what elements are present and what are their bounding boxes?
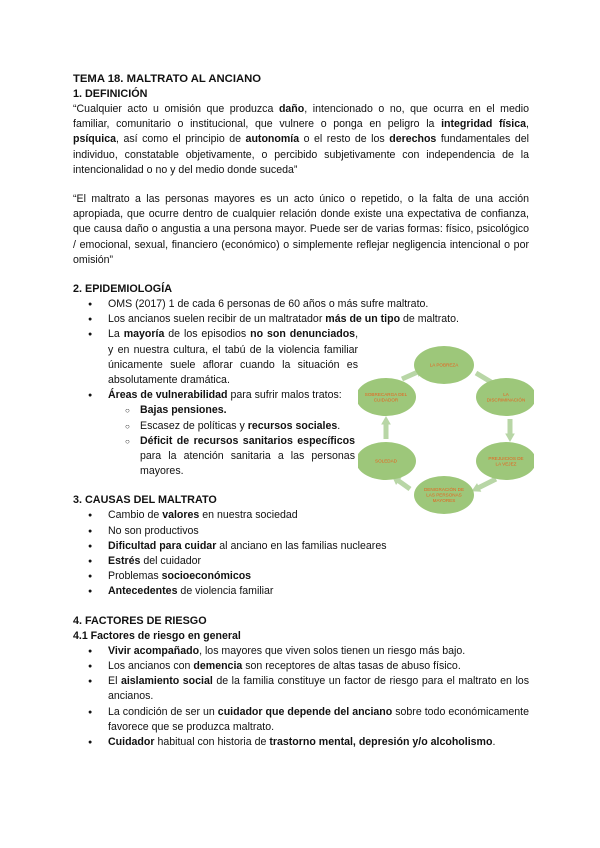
list-item: ● Estrés del cuidador [73, 554, 529, 569]
cycle-arrowhead [381, 416, 391, 425]
causes-cycle-diagram [358, 345, 534, 525]
section-definicion-heading: 1. DEFINICIÓN [73, 88, 148, 100]
cycle-node-label: LA POBREZA [429, 362, 459, 368]
definition-quote-2: “El maltrato a las personas mayores es un acto único o repetido, o la falta de una acción apropiada, que ocurre dentro de cualquier relación donde existe una expectativa de confianza, que causa daño o angustia a una persona mayor. Puede ser de varias formas: físico, psicológico / emocional, sexual, financiero (económico) o simplemente reflejar negligencia intencional o por omisión” [73, 193, 529, 266]
cycle-node-label: SOBRECARGA DEL CUIDADOR [364, 391, 408, 403]
factores-list [73, 644, 529, 750]
list-item: ● La condición de ser un cuidador que depende del anciano sobre todo económicamente favorece que se produzca maltrato. [73, 705, 529, 735]
list-item: ● Vivir acompañado, los mayores que viven solos tienen un riesgo más bajo. [73, 644, 529, 659]
cycle-arrowhead [505, 433, 515, 442]
cycle-node-label: DENIGRACIÓN DE LAS PERSONAS MAYORES [423, 487, 465, 504]
cycle-node-label: SOLEDAD [375, 458, 397, 464]
definition-quote-1: “Cualquier acto u omisión que produzca daño, intencionado o no, que ocurra en el medio familiar, comunitario o institucional, que vulnere o ponga en peligro la integridad física, psíquica, así como el principio de autonomía o el resto de los derechos fundamentales del individuo, constatable objetivamente, o percibido subjetivamente con independencia de la intencionalidad o no y del medio donde suceda” [73, 103, 529, 176]
list-item: ○ Bajas pensiones. [73, 403, 529, 418]
list-item: ● El aislamiento social de la familia constituye un factor de riesgo para el maltrato en los ancianos. [73, 674, 529, 704]
section-causas-heading: 3. CAUSAS DEL MALTRATO [73, 494, 217, 507]
list-item: ○ Déficit de recursos sanitarios específicos para la atención sanitaria a las personas mayores. [73, 434, 355, 480]
section-factores-heading: 4. FACTORES DE RIESGO [73, 614, 207, 627]
list-item: ● La mayoría de los episodios no son denunciados, y en nuestra cultura, el tabú de la violencia familiar únicamente suele aflorar cuando la situación es absolutamente dramática. [73, 327, 358, 388]
list-item: ● Problemas socioeconómicos [73, 569, 529, 584]
list-item: ● Antecedentes de violencia familiar [73, 584, 529, 599]
list-item: ● Áreas de vulnerabilidad para sufrir malos tratos: [73, 388, 529, 403]
list-item: ● Dificultad para cuidar al anciano en las familias nucleares [73, 539, 529, 554]
factores-subheading: 4.1 Factores de riesgo en general [73, 629, 241, 642]
list-item: ● Los ancianos con demencia son receptores de altas tasas de abuso físico. [73, 659, 529, 674]
page-title: TEMA 18. MALTRATO AL ANCIANO [73, 73, 262, 85]
section-epidemiologia-heading: 2. EPIDEMIOLOGÍA [73, 283, 172, 296]
cycle-node-label: LA DISCRIMINACIÓN [486, 391, 526, 403]
list-item: ● Los ancianos suelen recibir de un maltratador más de un tipo de maltrato. [73, 312, 529, 327]
list-item: ● No son productivos [73, 524, 529, 539]
list-item: ● OMS (2017) 1 de cada 6 personas de 60 años o más sufre maltrato. [73, 297, 529, 312]
cycle-node-label: PREJUICIOS DE LA VEJEZ [488, 455, 524, 467]
list-item: ○ Escasez de políticas y recursos sociales. [73, 419, 529, 434]
list-item: ● Cambio de valores en nuestra sociedad [73, 508, 529, 523]
list-item: ● Cuidador habitual con historia de trastorno mental, depresión y/o alcoholismo. [73, 735, 529, 750]
